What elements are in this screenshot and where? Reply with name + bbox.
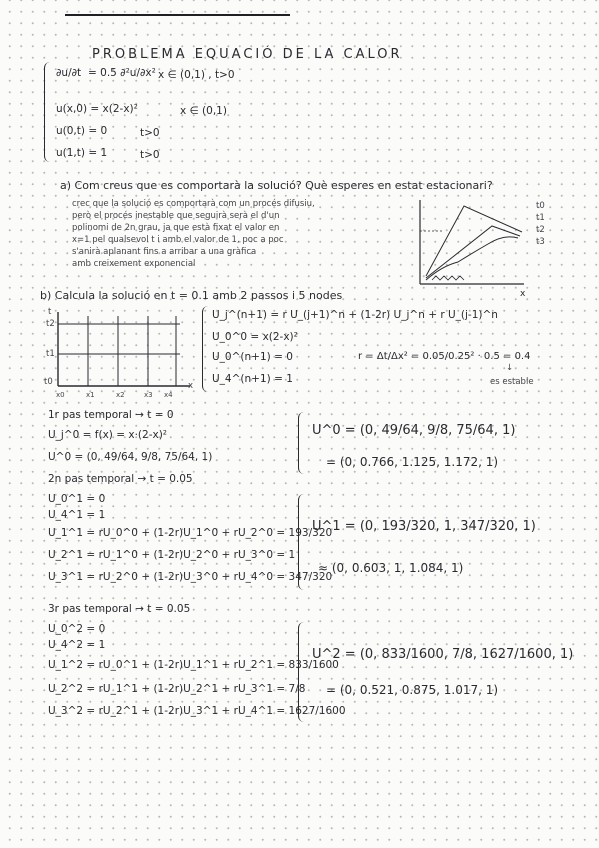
initial-condition-domain: x ∈ (0,1): [180, 105, 227, 117]
step2-result-exact: U^1 = (0, 193/320, 1, 347/320, 1): [312, 519, 536, 534]
step1-result-exact: U^0 = (0, 49/64, 9/8, 75/64, 1): [312, 423, 516, 438]
system-brace: [44, 62, 53, 162]
step3-result-approx: = (0, 0.521, 0.875, 1.017, 1): [326, 683, 499, 697]
sketch-curve-t2: [426, 237, 518, 280]
top-edge-line: [65, 14, 290, 16]
grid-x4-label: x4: [164, 391, 173, 399]
part-a-answer-line: crec que la solució es comportarà com un procés difusiu,: [72, 199, 315, 209]
step3-header: 3r pas temporal → t = 0.05: [48, 603, 191, 615]
sketch-wave: [432, 276, 464, 280]
grid-x3-label: x3: [144, 391, 153, 399]
step2-line: U_0^1 = 0: [48, 493, 106, 505]
part-a-answer-line: s'anirà aplanant fins a arribar a una gràfica: [72, 247, 257, 257]
step2-line: U_2^1 = rU_1^0 + (1-2r)U_2^0 + rU_3^0 = 1: [48, 549, 296, 561]
step3-line: U_1^2 = rU_0^1 + (1-2r)U_1^1 + rU_2^1 = 833/1600: [48, 659, 339, 671]
step2-line: U_1^1 = rU_0^0 + (1-2r)U_1^0 + rU_2^0 = 193/320: [48, 527, 333, 539]
step2-result-approx: ≈ (0, 0.603, 1, 1.084, 1): [318, 561, 464, 575]
step2-line: U_4^1 = 1: [48, 509, 106, 521]
sketch-legend-t2: t2: [536, 225, 545, 235]
grid-x-axis-label: x: [188, 381, 194, 391]
initial-condition: u(x,0) = x(2-x)²: [56, 103, 138, 115]
step3-line: U_4^2 = 1: [48, 639, 106, 651]
stability-arrow: ↓: [506, 363, 514, 373]
scheme-recurrence: U_j^(n+1) = r U_(j+1)^n + (1-2r) U_j^n + r U_(j-1)^n: [212, 309, 498, 321]
grid-t1-label: t1: [46, 349, 55, 359]
grid-diagram: [40, 306, 200, 402]
boundary-condition-left-domain: t>0: [140, 127, 160, 139]
step1-header: 1r pas temporal → t = 0: [48, 409, 174, 421]
step2-header: 2n pas temporal → t = 0.05: [48, 473, 193, 485]
step1-line: U_j^0 = f(x) = x·(2-x)²: [48, 429, 168, 441]
scheme-brace: [202, 306, 209, 392]
sketch-legend-t3: t3: [536, 237, 545, 247]
step2-line: U_3^1 = rU_2^0 + (1-2r)U_3^0 + rU_4^0 = 347/320: [48, 571, 333, 583]
part-a-answer-line: amb creixement exponencial: [72, 259, 196, 269]
stability-note: es estable: [490, 377, 534, 387]
step1-brace: [298, 412, 305, 474]
part-a-answer-line: però el procés inestable que seguirà serà el d'un: [72, 211, 280, 221]
pde-domain: x ∈ (0,1) , t>0: [158, 69, 235, 81]
sketch-curve-t1: [426, 226, 520, 278]
step3-line: U_3^2 = rU_2^1 + (1-2r)U_3^1 + rU_4^1 = 1627/1600: [48, 705, 346, 717]
part-a-answer-line: polinomi de 2n grau, ja que està fixat el valor en: [72, 223, 280, 233]
scheme-initial: U_0^0 = x(2-x)²: [212, 331, 298, 343]
grid-x2-label: x2: [116, 391, 125, 399]
scheme-left-boundary: U_0^(n+1) = 0: [212, 351, 293, 363]
sketch-curve-t0: [426, 206, 522, 276]
sketch-x-label: x: [520, 289, 526, 299]
part-a-question: a) Com creus que es comportarà la solució? Què esperes en estat estacionari?: [60, 179, 493, 192]
pde-lhs: ∂u/∂t: [56, 67, 82, 79]
boundary-condition-right: u(1,t) = 1: [56, 147, 108, 159]
grid-t-axis-label: t: [48, 307, 52, 317]
part-b-question: b) Calcula la solució en t = 0.1 amb 2 passos i 5 nodes: [40, 289, 343, 302]
step1-result-approx: = (0, 0.766, 1.125, 1.172, 1): [326, 455, 499, 469]
step3-result-exact: U^2 = (0, 833/1600, 7/8, 1627/1600, 1): [312, 647, 574, 662]
step3-line: U_2^2 = rU_1^1 + (1-2r)U_2^1 + rU_3^1 = 7/8: [48, 683, 306, 695]
r-value: r = Δt/Δx² = 0.05/0.25² · 0.5 = 0.4: [358, 351, 531, 362]
step3-line: U_0^2 = 0: [48, 623, 106, 635]
page-title: PROBLEMA EQUACIÓ DE LA CALOR: [92, 47, 403, 62]
boundary-condition-left: u(0,t) = 0: [56, 125, 108, 137]
boundary-condition-right-domain: t>0: [140, 149, 160, 161]
grid-t2-label: t2: [46, 319, 55, 329]
part-a-answer-line: x=1 pel qualsevol t i amb el valor de 1, poc a poc: [72, 235, 284, 245]
grid-x1-label: x1: [86, 391, 95, 399]
diffusion-sketch: [412, 196, 532, 299]
pde-rhs: = 0.5 ∂²u/∂x²: [88, 67, 156, 79]
sketch-legend-t0: t0: [536, 201, 545, 211]
step1-line: U^0 = (0, 49/64, 9/8, 75/64, 1): [48, 451, 213, 463]
grid-x0-label: x0: [56, 391, 65, 399]
sketch-legend-t1: t1: [536, 213, 545, 223]
grid-t0-label: t0: [44, 377, 53, 387]
step2-brace: [298, 494, 305, 590]
step3-brace: [298, 622, 305, 722]
scheme-right-boundary: U_4^(n+1) = 1: [212, 373, 293, 385]
